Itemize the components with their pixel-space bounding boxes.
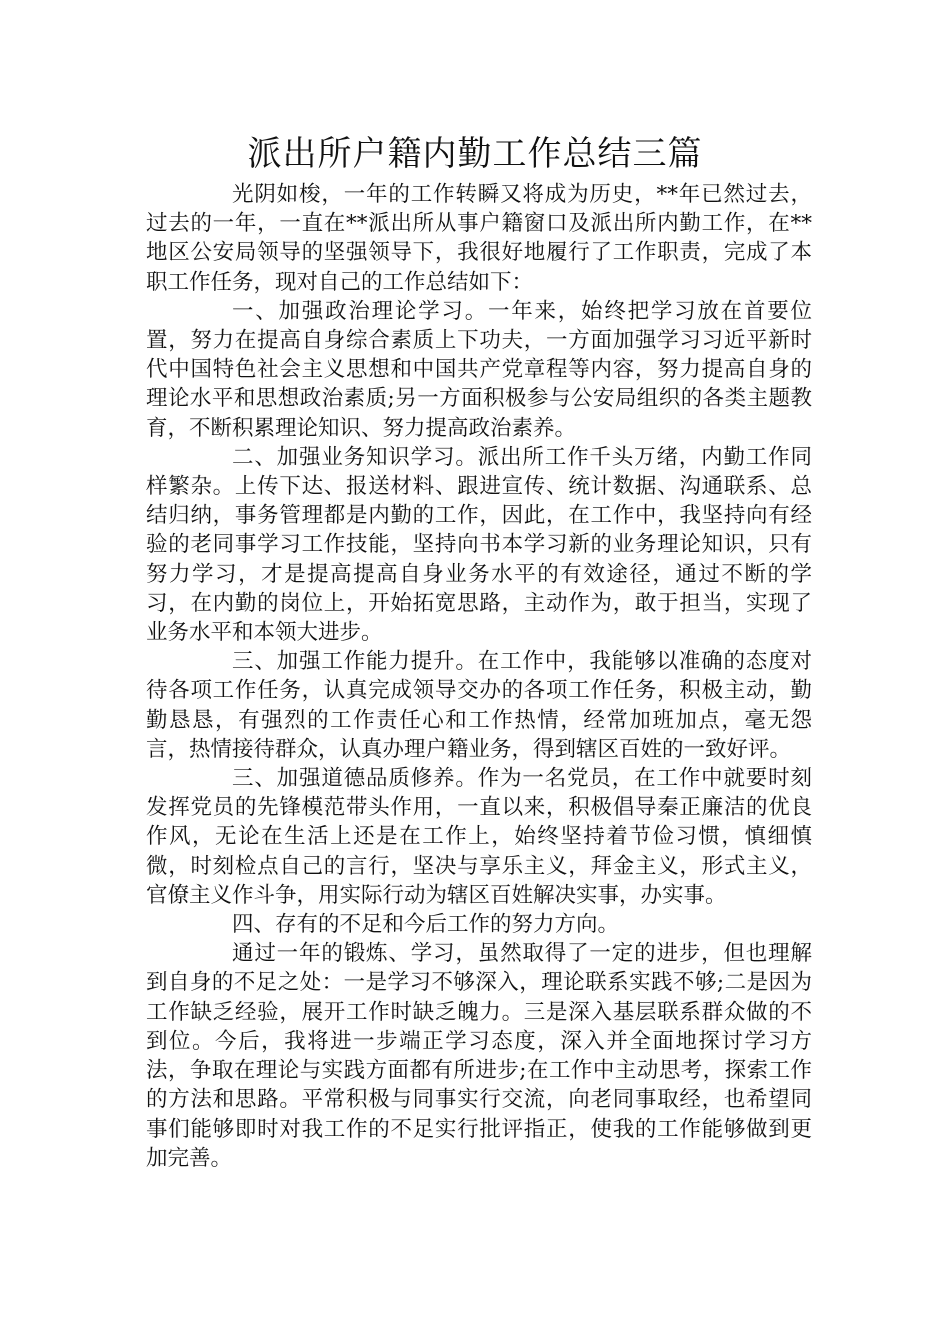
paragraph-political-study: 一、加强政治理论学习。一年来，始终把学习放在首要位置，努力在提高自身综合素质上下功夫，一方面加强学习习近平新时代中国特色社会主义思想和中国共产党章程等内容，努力提高自身的理论水平和思想政治素质;另一方面积极参与公安局组织的各类主题教育，不断积累理论知识、努力提高政治素养。: [146, 298, 812, 441]
paragraph-shortcomings: 通过一年的锻炼、学习，虽然取得了一定的进步，但也理解到自身的不足之处：一是学习不够深入，理论联系实践不够;二是因为工作缺乏经验，展开工作时缺乏魄力。三是深入基层联系群众做的不到位。今后，我将进一步端正学习态度，深入并全面地探讨学习方法，争取在理论与实践方面都有所进步;在工作中主动思考，探索工作的方法和思路。平常积极与同事实行交流，向老同事取经，也希望同事们能够即时对我工作的不足实行批评指正，使我的工作能够做到更加完善。: [146, 941, 812, 1171]
document-body: [146, 180, 812, 1173]
paragraph-work-ability: 三、加强工作能力提升。在工作中，我能够以准确的态度对待各项工作任务，认真完成领导交办的各项工作任务，积极主动，勤勤恳恳，有强烈的工作责任心和工作热情，经常加班加点，毫无怨言，热情接待群众，认真办理户籍业务，得到辖区百姓的一致好评。: [146, 649, 812, 762]
paragraph-shortcomings-heading: 四、存有的不足和今后工作的努力方向。: [232, 912, 620, 938]
document-title: 派出所户籍内勤工作总结三篇: [247, 134, 703, 174]
paragraph-intro: 光阴如梭，一年的工作转瞬又将成为历史，**年已然过去，过去的一年，一直在**派出所从事户籍窗口及派出所内勤工作，在**地区公安局领导的坚强领导下，我很好地履行了工作职责，完成了本职工作任务，现对自己的工作总结如下：: [146, 182, 812, 295]
paragraph-moral-quality: 三、加强道德品质修养。作为一名党员，在工作中就要时刻发挥党员的先锋模范带头作用，一直以来，积极倡导秦正廉洁的优良作风，无论在生活上还是在工作上，始终坚持着节俭习惯，慎细慎微，时刻检点自己的言行，坚决与享乐主义，拜金主义，形式主义，官僚主义作斗争，用实际行动为辖区百姓解决实事，办实事。: [146, 766, 812, 908]
paragraph-business-study: 二、加强业务知识学习。派出所工作千头万绪，内勤工作同样繁杂。上传下达、报送材料、跟进宣传、统计数据、沟通联系、总结归纳，事务管理都是内勤的工作，因此，在工作中，我坚持向有经验的老同事学习工作技能，坚持向书本学习新的业务理论知识，只有努力学习，才是提高提高自身业务水平的有效途径，通过不断的学习，在内勤的岗位上，开始拓宽思路，主动作为，敢于担当，实现了业务水平和本领大进步。: [146, 444, 812, 646]
